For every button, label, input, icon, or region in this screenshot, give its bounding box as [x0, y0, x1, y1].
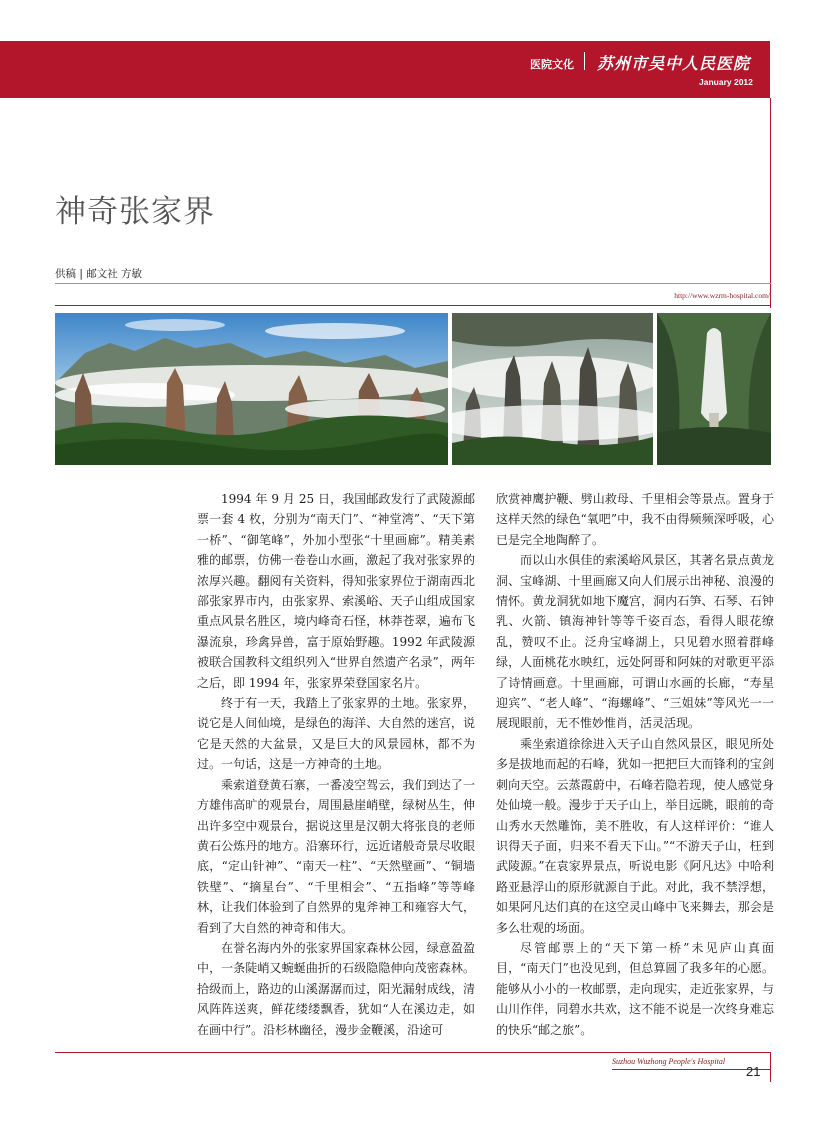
paragraph: 1994 年 9 月 25 日，我国邮政发行了武陵源邮票一套 4 枚，分别为“南天门”、“神堂湾”、“天下第一桥”、“御笔峰”，外加小型张“十里画廊”。精美素雅的邮票，仿佛一卷卷山水画，激起了我对张家界的浓厚兴趣。翻阅有关资料，得知张家界位于湖南西北部张家界市内，由张家界、索溪峪、天子山组成国家重点风景名胜区，境内峰奇石怪，林莽苍翠，遍布飞瀑流泉，珍禽异兽，富于原始野趣。1992 年武陵源被联合国教科文组织列入“世界自然遗产名录”，两年之后，即 1994 年，张家界荣登国家名片。 — [197, 492, 475, 690]
right-margin-rule — [770, 98, 771, 308]
article-title: 神奇张家界 — [55, 194, 215, 230]
paragraph: 在誉名海内外的张家界国家森林公园，绿意盈盈中，一条陡峭又蜿蜒曲折的石级隐隐伸向茂密森林。拾级而上，路边的山溪潺潺而过，阳光漏射成线，清风阵阵送爽，鲜花缕缕飘香，犹如“人在溪边走，如在画中行”。沿杉林幽径，漫步金鞭溪，沿途可 — [197, 940, 475, 1037]
article-byline: 供稿 | 邮文社 方敏 — [55, 268, 143, 280]
paragraph: 尽管邮票上的“天下第一桥”未见庐山真面目，“南天门”也没见到，但总算圆了我多年的心愿。能够从小小的一枚邮票，走向现实，走近张家界，与山川作伴，同碧水共欢，这不能不说是一次终身难忘的快乐“邮之旅”。 — [496, 940, 774, 1037]
footer-divider — [55, 1052, 771, 1053]
header-date: January 2012 — [699, 77, 753, 87]
paragraph: 乘坐索道徐徐进入天子山自然风景区，眼见所处多是拔地而起的石峰，犹如一把把巨大而锋利的宝剑刺向天空。云蒸霞蔚中，石峰若隐若现，使人感觉身处仙境一般。漫步于天子山上，举目远眺，眼前的奇山秀水天然雕饰，美不胜收，有人这样评价：“谁人识得天子面，归来不看天下山。”“不游天子山，枉到武陵源。”在袁家界景点，听说电影《阿凡达》中哈利路亚悬浮山的原形就源自于此。对此，我不禁浮想，如果阿凡达们真的在这空灵山峰中飞来舞去，那会是多么壮观的场面。 — [496, 736, 774, 935]
header-divider — [584, 52, 585, 70]
footer-hospital-name: Suzhou Wuzhong People's Hospital — [612, 1057, 726, 1066]
paragraph: 而以山水俱佳的索溪峪风景区，其著名景点黄龙洞、宝峰湖、十里画廊又向人们展示出神秘、浪漫的情怀。黄龙洞犹如地下魔宫，洞内石笋、石琴、石钟乳、火箭、镇海神针等等千姿百态，看得人眼花缭乱，赞叹不止。泛舟宝峰湖上，只见碧水照着群峰绿，人面桃花水映红，远处阿哥和阿妹的对歌更平添了诗情画意。十里画廊，可谓山水画的长廊，“寿星迎宾”、“老人峰”、“海螺峰”、“三姐妹”等风光一一展现眼前，无不惟妙惟肖，活灵活现。 — [496, 553, 774, 731]
paragraph-continued: 欣赏神鹰护鞭、劈山救母、千里相会等景点。置身于这样天然的绿色“氧吧”中，我不由得频频深呼吸，心已是完全地陶醉了。 — [496, 492, 774, 547]
header-hospital-name: 苏州市吴中人民医院 — [597, 54, 751, 73]
url-divider — [55, 305, 771, 306]
byline-divider — [55, 283, 771, 284]
header-section-label: 医院文化 — [530, 58, 574, 71]
paragraph: 乘索道登黄石寨，一番凌空驾云，我们到达了一方雄伟高旷的观景台，周围悬崖峭壁，绿树丛生，伸出许多空中观景台，据说这里是汉朝大将张良的老师黄石公炼丹的地方。沿寨环行，远近诸般奇景尽收眼底，“定山针神”、“南天一柱”、“天然壁画”、“铜墙铁壁”、“摘星台”、“千里相会”、“五指峰”等等峰林，让我们体验到了自然界的鬼斧神工和雍容大气，看到了大自然的神奇和伟大。 — [197, 777, 475, 935]
mountain-peaks-photo — [452, 313, 653, 465]
footer-vertical-rule — [770, 1052, 771, 1082]
paragraph: 终于有一天，我踏上了张家界的土地。张家界，说它是人间仙境，是绿色的海洋、大自然的迷宫，说它是天然的大盆景，又是巨大的风景园林，都不为过。一句话，这是一方神奇的土地。 — [197, 696, 475, 772]
hospital-url-link[interactable]: http://www.wzrm-hospital.com/ — [674, 291, 770, 300]
article-body-left-column — [197, 489, 475, 1040]
tianmen-cave-photo — [657, 313, 771, 465]
mountain-panorama-photo — [55, 313, 448, 465]
article-body-right-column — [496, 489, 774, 1040]
page-number: 21 — [746, 1064, 761, 1079]
